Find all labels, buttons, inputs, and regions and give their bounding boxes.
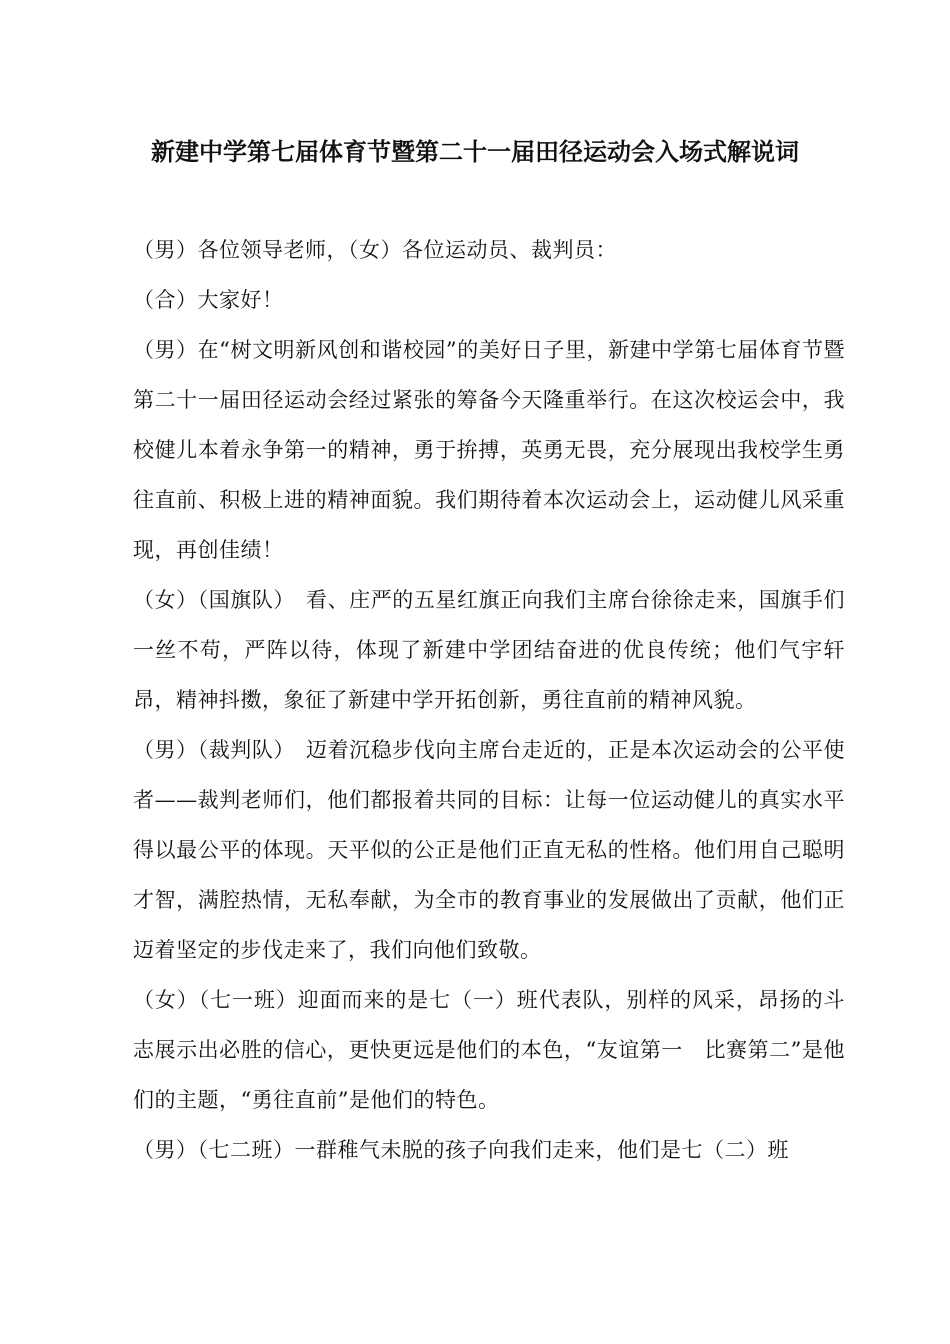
paragraph-opening: （男）在“树文明新风创和谐校园”的美好日子里，新建中学第七届体育节暨第二十一届田径运动会经过紧张的筹备今天隆重举行。在这次校运会中，我校健儿本着永争第一的精神，勇于拚搏，英勇无畏，充分展现出我校学生勇往直前、积极上进的精神面貌。我们期待着本次运动会上，运动健儿风采重现，再创佳绩！ [133, 338, 845, 562]
paragraph-class-7-1: （女）（七一班）迎面而来的是七（一）班代表队，别样的风采，昂扬的斗志展示出必胜的信心，更快更远是他们的本色，“友谊第一 比赛第二”是他们的主题，“勇往直前”是他们的特色。 [133, 988, 845, 1112]
document-body [133, 225, 845, 1175]
paragraph-referee-team: （男）（裁判队） 迈着沉稳步伐向主席台走近的，正是本次运动会的公平使者——裁判老师们，他们都报着共同的目标：让每一位运动健儿的真实水平得以最公平的体现。天平似的公正是他们正直无私的性格。他们用自己聪明才智，满腔热情，无私奉献，为全市的教育事业的发展做出了贡献，他们正迈着坚定的步伐走来了，我们向他们致敬。 [133, 738, 845, 962]
document-title: 新建中学第七届体育节暨第二十一届田径运动会入场式解说词 [151, 138, 799, 166]
paragraph-flag-team: （女）（国旗队） 看、庄严的五星红旗正向我们主席台徐徐走来，国旗手们一丝不苟，严阵以待，体现了新建中学团结奋进的优良传统；他们气宇轩昂，精神抖擞，象征了新建中学开拓创新，勇往直前的精神风貌。 [133, 588, 845, 712]
paragraph-hello: （合）大家好！ [133, 288, 284, 312]
paragraph-class-7-2: （男）（七二班）一群稚气未脱的孩子向我们走来，他们是七（二）班 [133, 1138, 789, 1162]
paragraph-greeting: （男）各位领导老师，（女）各位运动员、裁判员： [133, 238, 617, 262]
